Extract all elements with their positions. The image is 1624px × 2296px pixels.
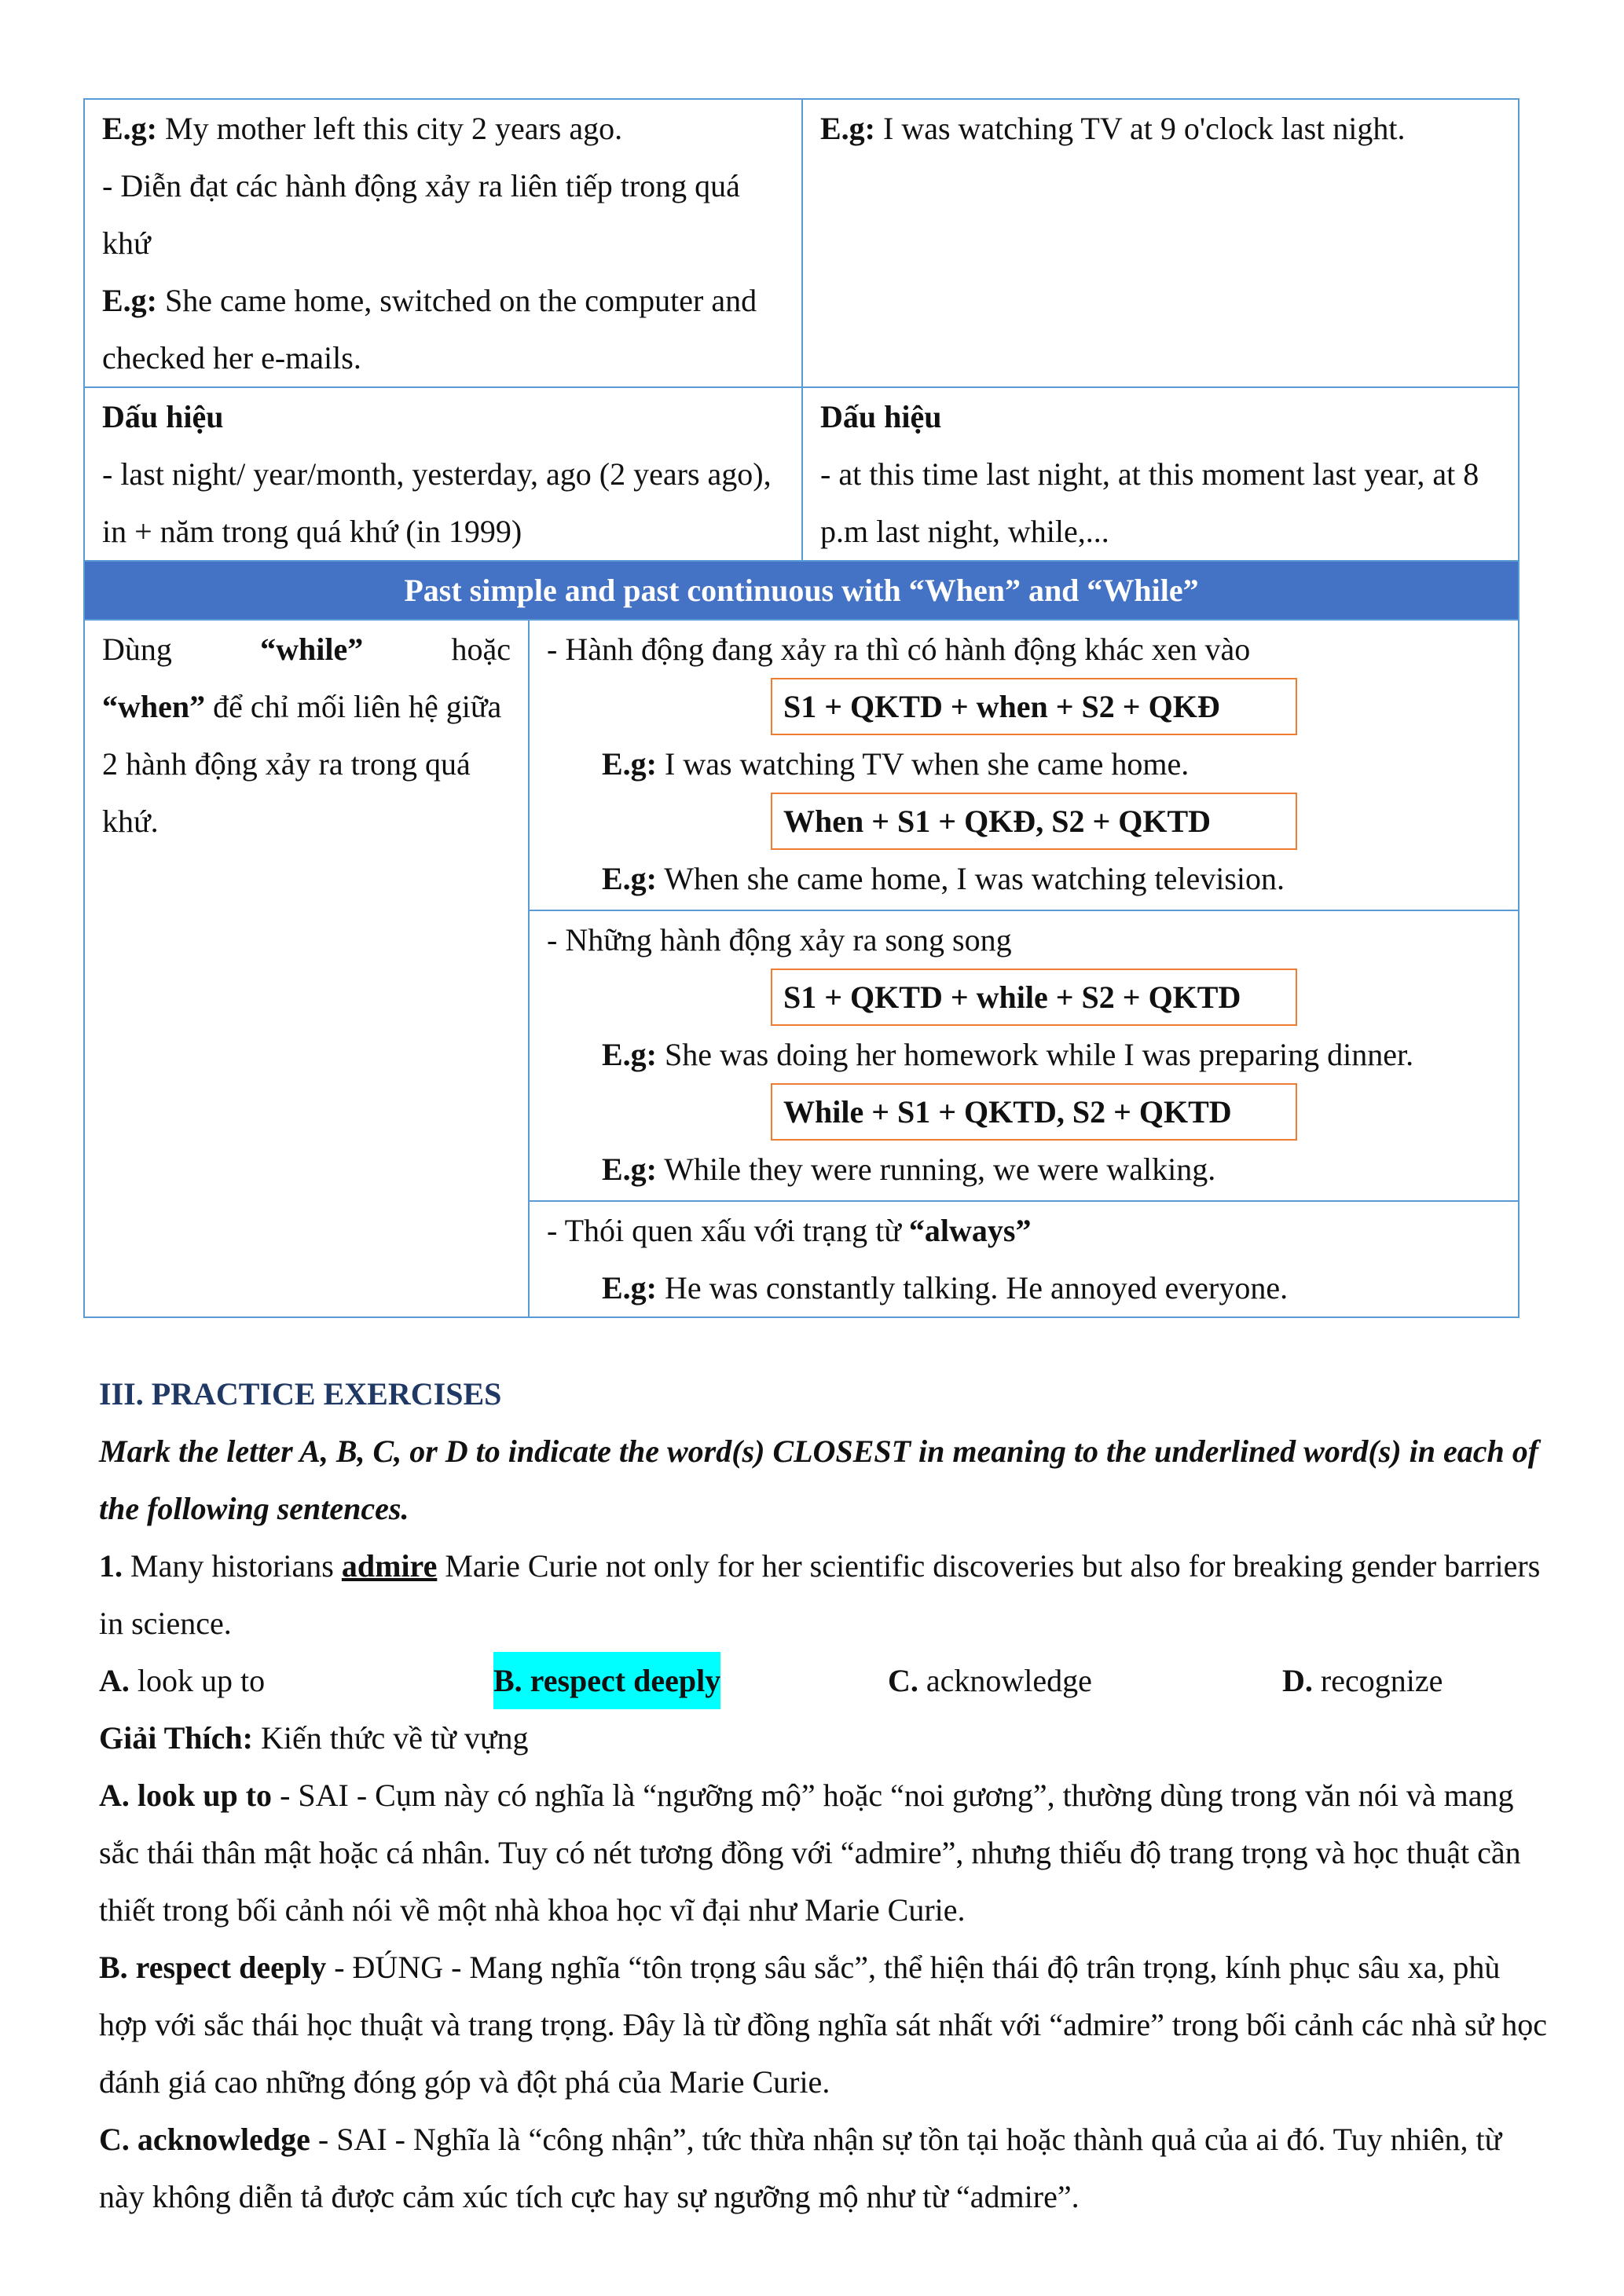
answer-options xyxy=(99,1652,1549,1709)
signals-text: - last night/ year/month, yesterday, ago (2 years ago), in + năm trong quá khứ (in 1999) xyxy=(102,456,772,549)
example-line: E.g: My mother left this city 2 years ago. xyxy=(102,111,623,146)
underlined-word: admire xyxy=(341,1548,438,1584)
formula-box: S1 + QKTD + when + S2 + QKĐ xyxy=(771,678,1297,735)
formula-box: S1 + QKTD + while + S2 + QKTD xyxy=(771,969,1297,1026)
grammar-table xyxy=(83,98,1520,1318)
usage-bullet: - Diễn đạt các hành động xảy ra liên tiếp trong quá khứ xyxy=(102,168,740,261)
example-line: E.g: She came home, switched on the computer and checked her e-mails. xyxy=(102,283,757,375)
example-line: E.g: While they were running, we were walking. xyxy=(602,1152,1216,1187)
examples-row xyxy=(84,99,1519,387)
signals-text: - at this time last night, at this moment last year, at 8 p.m last night, while,... xyxy=(820,456,1479,549)
section-title: - Hành động đang xảy ra thì có hành động khác xen vào xyxy=(547,632,1251,667)
past-continuous-signals-cell xyxy=(802,387,1519,561)
section-heading: III. PRACTICE EXERCISES xyxy=(99,1376,502,1412)
past-simple-examples-cell xyxy=(84,99,802,387)
section-band-row xyxy=(84,561,1519,620)
example-line: E.g: When she came home, I was watching television. xyxy=(602,861,1285,896)
when-while-row xyxy=(84,620,1519,910)
section-title: - Những hành động xảy ra song song xyxy=(547,922,1012,958)
when-while-usage-cell xyxy=(84,620,529,1317)
question-1: 1. Many historians admire Marie Curie not only for her scientific discoveries but also for breaking gender barriers in science. xyxy=(99,1548,1541,1641)
interrupted-action-cell xyxy=(529,620,1519,910)
exercise-instruction: Mark the letter A, B, C, or D to indicate the word(s) CLOSEST in meaning to the underlined word(s) in each of the following sentences. xyxy=(99,1434,1539,1526)
example-line: E.g: She was doing her homework while I was preparing dinner. xyxy=(602,1037,1414,1072)
analysis-b: B. respect deeply - ĐÚNG - Mang nghĩa “tôn trọng sâu sắc”, thể hiện thái độ trân trọng, kính phục sâu xa, phù hợp với sắc thái học thuật và trang trọng. Đây là từ đồng nghĩa sát nhất với “admire” trong bối cảnh các nhà sử học đánh giá cao những đóng góp và đột phá của Marie Curie. xyxy=(99,1950,1547,2100)
bad-habit-cell xyxy=(529,1201,1519,1317)
past-continuous-examples-cell xyxy=(802,99,1519,387)
parallel-actions-cell xyxy=(529,910,1519,1201)
explanation-line: Giải Thích: Kiến thức về từ vựng xyxy=(99,1720,529,1756)
option-b-correct: B. respect deeply xyxy=(493,1652,720,1709)
option-d: D. recognize xyxy=(1282,1663,1443,1698)
example-line: E.g: I was watching TV at 9 o'clock last night. xyxy=(820,111,1406,146)
signals-row xyxy=(84,387,1519,561)
analysis-c: C. acknowledge - SAI - Nghĩa là “công nhận”, tức thừa nhận sự tồn tại hoặc thành quả của ai đó. Tuy nhiên, từ này không diễn tả được cảm xúc tích cực hay sự ngưỡng mộ như từ “admire”. xyxy=(99,2122,1502,2214)
signals-heading: Dấu hiệu xyxy=(820,399,942,434)
formula-box: When + S1 + QKĐ, S2 + QKTD xyxy=(771,793,1297,850)
section-band: Past simple and past continuous with “When” and “While” xyxy=(84,561,1519,620)
usage-line: Dùng “while” hoặc xyxy=(102,632,511,667)
option-c: C. acknowledge xyxy=(888,1663,1092,1698)
formula-box: While + S1 + QKTD, S2 + QKTD xyxy=(771,1083,1297,1141)
analysis-a: A. look up to - SAI - Cụm này có nghĩa là “ngưỡng mộ” hoặc “noi gương”, thường dùng trong văn nói và mang sắc thái thân mật hoặc cá nhân. Tuy có nét tương đồng với “admire”, nhưng thiếu độ trang trọng và học thuật cần thiết trong bối cảnh nói về một nhà khoa học vĩ đại như Marie Curie. xyxy=(99,1778,1521,1928)
past-simple-signals-cell xyxy=(84,387,802,561)
option-a: A. look up to xyxy=(99,1663,266,1698)
section-title: - Thói quen xấu với trạng từ “always” xyxy=(547,1213,1032,1248)
example-line: E.g: He was constantly talking. He annoyed everyone. xyxy=(602,1270,1289,1305)
usage-text: “when” để chỉ mối liên hệ giữa 2 hành động xảy ra trong quá khứ. xyxy=(102,689,502,839)
signals-heading: Dấu hiệu xyxy=(102,399,224,434)
practice-exercises xyxy=(99,1365,1549,2225)
example-line: E.g: I was watching TV when she came home. xyxy=(602,746,1190,782)
